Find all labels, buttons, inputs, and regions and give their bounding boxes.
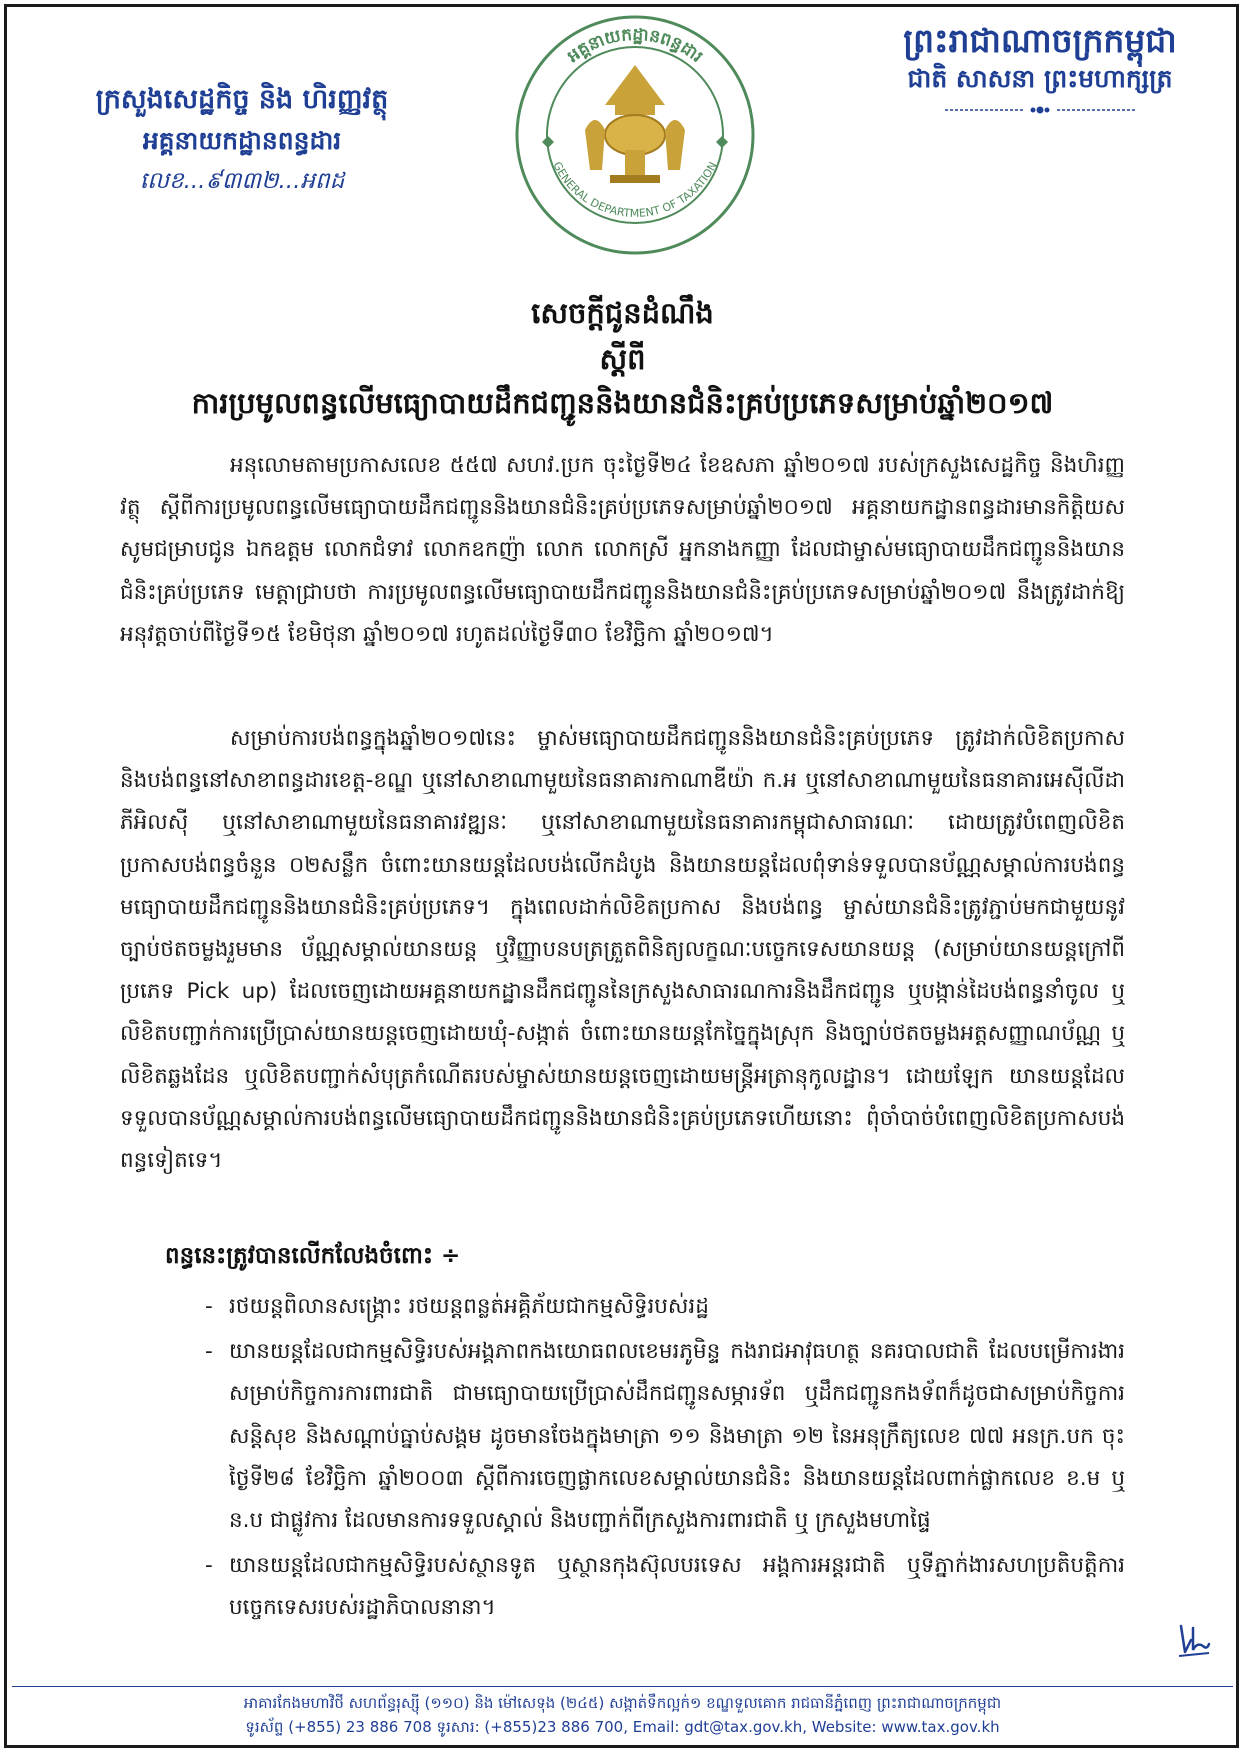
exemption-text: យានយន្តដែលជាកម្មសិទ្ធិរបស់អង្គភាពកងយោធពលខេមរភូមិន្ទ កងរាជអាវុធហត្ថ នគរបាលជាតិ ដែលបម្រើការងារសម្រាប់កិច្ចការការពារជាតិ ជាមធ្យោបាយប្រើប្រាស់ដឹកជញ្ជូនសម្ភារទ័ព ឬដឹកជញ្ជូនកងទ័ពក៏ដូចជាសម្រាប់កិច្ចការសន្តិសុខ និងសណ្តាប់ធ្នាប់សង្គម ដូចមានចែងក្នុងមាត្រា ១១ និងមាត្រា ១២ នៃអនុក្រឹត្យលេខ ៧៧ អនក្រ.បក ចុះថ្ងៃទី២៨ ខែវិច្ឆិកា ឆ្នាំ២០០៣ ស្តីពីការចេញផ្លាកលេខសម្គាល់យានជំនិះ និងយានយន្តដែលពាក់ផ្លាកលេខ ខ.ម ឬ ន.ប ជាផ្លូវការ ដែលមានការទទួលស្គាល់ និងបញ្ជាក់ពីក្រសួងការពារជាតិ ឬ ក្រសួងមហាផ្ទៃ [229,1339,1125,1534]
national-motto: ជាតិ សាសនា ព្រះមហាក្សត្រ [907,63,1173,93]
footer-contact: ទូរស័ព្ទ (+855) 23 886 708 ទូរសារ: (+855)23 886 700, Email: gdt@tax.gov.kh, Website: www.tax.gov.kh [245,1718,1000,1736]
exemption-text: យានយន្តដែលជាកម្មសិទ្ធិរបស់ស្ថានទូត ឬស្ថានកុងស៊ុលបរទេស អង្គការអន្តរជាតិ ឬទីភ្នាក់ងារសហប្រតិបត្តិការបច្ចេកទេសរបស់រដ្ឋាភិបាលនានា។ [229,1553,1125,1621]
bullet-dash: - [205,1294,213,1319]
exemption-list [205,1286,1125,1633]
footer-address: អាគារកែងមហាវិថី សហព័ន្ធរុស្ស៊ី (១១០) និង ម៉ៅសេទុង (២៤៥) សង្កាត់ទឹកល្អក់១ ខណ្ឌទួលគោក រាជធានីភ្នំពេញ ព្រះរាជាណាចក្រកម្ពុជា [243,1694,1002,1712]
exemption-text: រថយន្តពិលានសង្គ្រោះ រថយន្តពន្លត់អគ្គិភ័យជាកម្មសិទ្ធិរបស់រដ្ឋ [229,1294,709,1319]
exemption-heading: ពន្ធនេះត្រូវបានលើកលែងចំពោះ ÷ [165,1243,461,1269]
ministry-header [62,82,422,197]
seal-bottom-text: GENERAL DEPARTMENT OF TAXATION [550,159,720,220]
notice-title: សេចក្តីជូនដំណឹង [531,296,714,330]
ministry-name: ក្រសួងសេដ្ឋកិច្ច និង ហិរញ្ញវត្ថុ [95,84,389,115]
bullet-dash: - [205,1339,213,1365]
footer-divider [12,1686,1233,1687]
reference-number: លេខ...៩៣៣២...អពដ [139,168,345,195]
motto-ornament-icon [945,105,1135,115]
seal-emblem-icon [585,65,685,183]
notice-subject: ការប្រមូលពន្ធលើមធ្យោបាយដឹកជញ្ជូននិងយានជំនិះគ្រប់ប្រភេទសម្រាប់ឆ្នាំ២០១៧ [191,386,1054,420]
seal-top-text: អគ្គនាយកដ្ឋានពន្ធដារ [563,24,707,67]
kingdom-name: ព្រះរាជាណាចក្រកម្ពុជា [903,21,1177,60]
signature-initials-icon [1175,1620,1213,1660]
list-item [205,1331,1125,1542]
department-name: អគ្គនាយកដ្ឋានពន្ធដារ [142,126,342,156]
kingdom-header [850,20,1230,119]
list-item [205,1286,1125,1328]
gdt-seal-logo [510,10,760,260]
bullet-dash: - [205,1553,213,1579]
paragraph-1: អនុលោមតាមប្រកាសលេខ ៥៥៧ សហវ.ប្រក ចុះថ្ងៃទី២៤ ខែឧសភា ឆ្នាំ២០១៧ របស់ក្រសួងសេដ្ឋកិច្ច និងហិរញ្ញវត្ថុ ស្តីពីការប្រមូលពន្ធលើមធ្យោបាយដឹកជញ្ជូននិងយានជំនិះគ្រប់ប្រភេទសម្រាប់ឆ្នាំ២០១៧ អគ្គនាយកដ្ឋានពន្ធដារមានកិត្តិយសសូមជម្រាបជូន ឯកឧត្តម លោកជំទាវ លោកឧកញ៉ា លោក លោកស្រី អ្នកនាងកញ្ញា ដែលជាម្ចាស់មធ្យោបាយដឹកជញ្ជូននិងយានជំនិះគ្រប់ប្រភេទ មេត្តាជ្រាបថា ការប្រមូលពន្ធលើមធ្យោបាយដឹកជញ្ជូននិងយានជំនិះគ្រប់ប្រភេទសម្រាប់ឆ្នាំ២០១៧ នឹងត្រូវដាក់ឱ្យអនុវត្តចាប់ពីថ្ងៃទី១៥ ខែមិថុនា ឆ្នាំ២០១៧ រហូតដល់ថ្ងៃទី៣០ ខែវិច្ឆិកា ឆ្នាំ២០១៧។ [120,453,1125,647]
list-item [205,1545,1125,1629]
notice-subject-label: ស្តីពី [599,342,646,376]
paragraph-2: សម្រាប់ការបង់ពន្ធក្នុងឆ្នាំ២០១៧នេះ ម្ចាស់មធ្យោបាយដឹកជញ្ជូននិងយានជំនិះគ្រប់ប្រភេទ ត្រូវដាក់លិខិតប្រកាស និងបង់ពន្ធនៅសាខាពន្ធដារខេត្ត-ខណ្ឌ ឬនៅសាខាណាមួយនៃធនាគារកាណាឌីយ៉ា ក.អ ឬនៅសាខាណាមួយនៃធនាគារអេស៊ីលីដា ភីអិលស៊ី ឬនៅសាខាណាមួយនៃធនាគារវឌ្ឍនៈ ឬនៅសាខាណាមួយនៃធនាគារកម្ពុជាសាធារណៈ ដោយត្រូវបំពេញលិខិតប្រកាសបង់ពន្ធចំនួន ០២សន្លឹក ចំពោះយានយន្តដែលបង់លើកដំបូង និងយានយន្តដែលពុំទាន់ទទួលបានប័ណ្ណសម្គាល់ការបង់ពន្ធមធ្យោបាយដឹកជញ្ជូននិងយានជំនិះគ្រប់ប្រភេទ។ ក្នុងពេលដាក់លិខិតប្រកាស និងបង់ពន្ធ ម្ចាស់យានជំនិះត្រូវភ្ជាប់មកជាមួយនូវច្បាប់ថតចម្លងរួមមាន ប័ណ្ណសម្គាល់យានយន្ត ឬវិញ្ញាបនបត្រត្រួតពិនិត្យលក្ខណៈបច្ចេកទេសយានយន្ត (សម្រាប់យានយន្តក្រៅពីប្រភេទ Pick up) ដែលចេញដោយអគ្គនាយកដ្ឋានដឹកជញ្ជូននៃក្រសួងសាធារណការនិងដឹកជញ្ជូន ឬបង្កាន់ដៃបង់ពន្ធនាំចូល ឬលិខិតបញ្ជាក់ការប្រើប្រាស់យានយន្តចេញដោយឃុំ-សង្កាត់ ចំពោះយានយន្តកែច្នៃក្នុងស្រុក និងច្បាប់ថតចម្លងអត្តសញ្ញាណប័ណ្ណ ឬលិខិតឆ្លងដែន ឬលិខិតបញ្ជាក់សំបុត្រកំណើតរបស់ម្ចាស់យានយន្តចេញដោយមន្ត្រីអត្រានុកូលដ្ឋាន។ ដោយឡែក យានយន្តដែលទទួលបានប័ណ្ណសម្គាល់ការបង់ពន្ធលើមធ្យោបាយដឹកជញ្ជូននិងយានជំនិះគ្រប់ប្រភេទហើយនោះ ពុំចាំបាច់បំពេញលិខិតប្រកាសបង់ពន្ធទៀតទេ។ [120,726,1125,1174]
